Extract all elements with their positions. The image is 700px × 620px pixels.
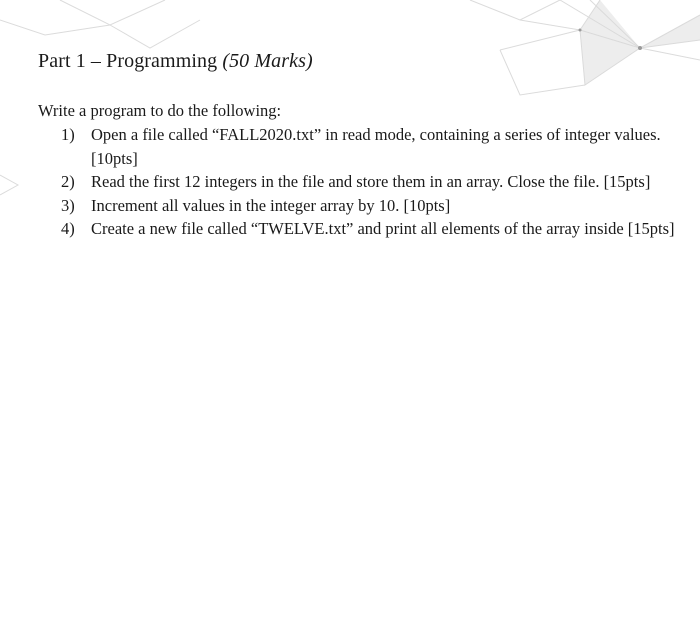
document-content xyxy=(38,50,678,241)
list-item xyxy=(38,217,678,241)
list-item-text: Create a new file called “TWELVE.txt” and print all elements of the array inside [15pts] xyxy=(91,219,675,238)
list-item-number: 4) xyxy=(61,219,75,238)
list-item-text: Increment all values in the integer array by 10. [10pts] xyxy=(91,195,451,215)
list-item-text: Read the first 12 integers in the file and store them in an array. Close the file. [15pts] xyxy=(91,172,651,191)
part-heading-marks: (50 Marks) xyxy=(222,50,313,72)
list-item xyxy=(38,170,678,194)
part-heading xyxy=(38,50,678,73)
task-list xyxy=(38,123,678,241)
list-item-number: 3) xyxy=(61,195,75,215)
list-item-number: 2) xyxy=(61,172,75,191)
list-item xyxy=(38,123,678,170)
part-heading-title: Part 1 – Programming xyxy=(38,50,223,72)
list-item xyxy=(38,194,678,218)
list-item-number: 1) xyxy=(61,125,75,144)
list-item-text: Open a file called “FALL2020.txt” in read mode, containing a series of integer values. [10pts] xyxy=(91,125,661,168)
instructions-intro: Write a program to do the following: xyxy=(38,101,282,120)
